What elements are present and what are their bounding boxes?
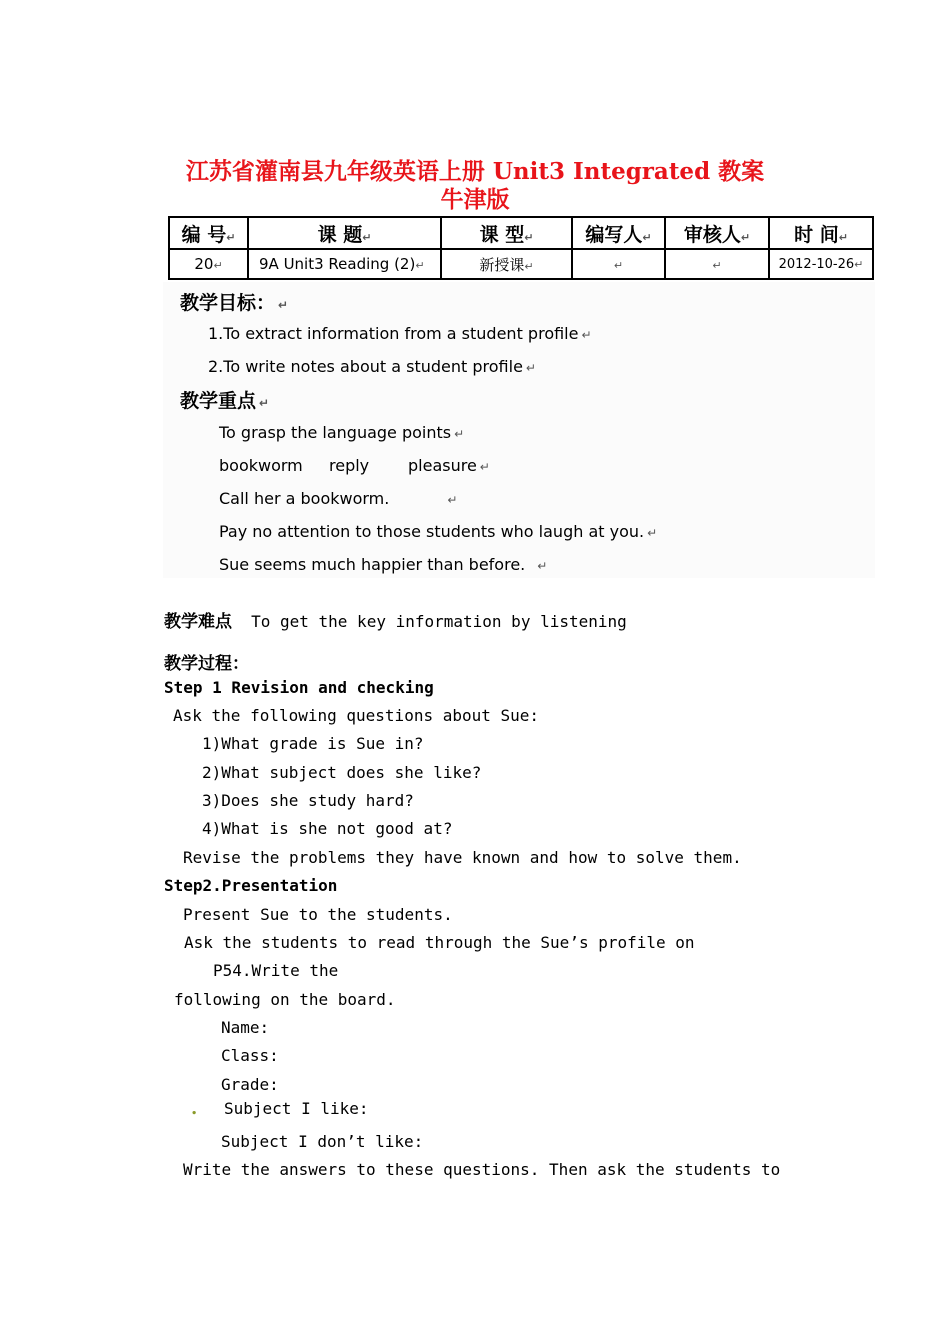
step2-line: Present Sue to the students. (183, 905, 453, 924)
key-point-line: Call her a bookworm. ↵ (219, 489, 458, 508)
title-line-1: 江苏省灌南县九年级英语上册 Unit3 Integrated 教案 (185, 158, 765, 185)
key-point-line: To grasp the language points ↵ (219, 423, 465, 442)
cell-type: 新授课↵ (441, 249, 572, 279)
cell-number: 20↵ (169, 249, 248, 279)
step2-title: Step2.Presentation (164, 876, 338, 895)
bullet-dot-icon: . (191, 1098, 198, 1119)
board-field: Subject I like: (224, 1099, 369, 1118)
step1-revise: Revise the problems they have known and how to solve them. (183, 848, 742, 867)
key-points-heading: 教学重点 ↵ (180, 390, 270, 412)
objectives-image-block (163, 282, 875, 578)
cell-author: ↵ (572, 249, 665, 279)
header-topic: 课 题↵ (248, 217, 441, 249)
step2-line: P54.Write the (213, 961, 339, 980)
key-point-line: Sue seems much happier than before. ↵ (219, 555, 548, 574)
header-date: 时 间↵ (769, 217, 873, 249)
difficulty-label: 教学难点 (164, 612, 232, 632)
board-field: Class: (221, 1046, 279, 1065)
step2-line: Ask the students to read through the Sue’s profile on (184, 933, 695, 952)
step1-question: 1)What grade is Sue in? (202, 734, 424, 753)
document-title (0, 158, 950, 214)
header-type: 课 型↵ (441, 217, 572, 249)
step2-last-line: Write the answers to these questions. Then ask the students to (183, 1160, 781, 1179)
difficulty-section (164, 607, 627, 632)
step1-question: 2)What subject does she like? (202, 763, 482, 782)
step1-title: Step 1 Revision and checking (164, 678, 434, 697)
step1-intro: Ask the following questions about Sue: (173, 706, 540, 725)
cell-reviewer: ↵ (665, 249, 769, 279)
table-header-row (169, 217, 873, 249)
board-field: Subject I don’t like: (221, 1132, 424, 1151)
objective-item: 1.To extract information from a student profile ↵ (208, 324, 592, 343)
vocab-bookworm: bookworm (219, 456, 303, 475)
board-field: Name: (221, 1018, 270, 1037)
process-heading: 教学过程： (164, 654, 249, 674)
objective-item: 2.To write notes about a student profile ↵ (208, 357, 536, 376)
title-line-2: 牛津版 (440, 186, 510, 213)
step2-line: following on the board. (174, 990, 396, 1009)
step1-question: 3)Does she study hard? (202, 791, 414, 810)
lesson-info-table (168, 216, 874, 280)
header-reviewer: 审核人↵ (665, 217, 769, 249)
table-row (169, 249, 873, 279)
vocab-pleasure: pleasure ↵ (408, 456, 490, 475)
header-author: 编写人↵ (572, 217, 665, 249)
cell-date: 2012-10-26↵ (769, 249, 873, 279)
step1-question: 4)What is she not good at? (202, 819, 453, 838)
header-number: 编 号↵ (169, 217, 248, 249)
board-field: Grade: (221, 1075, 279, 1094)
difficulty-text: To get the key information by listening (251, 612, 627, 631)
cell-topic: 9A Unit3 Reading (2)↵ (248, 249, 441, 279)
vocab-reply: reply (329, 456, 370, 475)
key-point-line: Pay no attention to those students who laugh at you. ↵ (219, 522, 658, 541)
objectives-heading: 教学目标： ↵ (180, 292, 289, 314)
